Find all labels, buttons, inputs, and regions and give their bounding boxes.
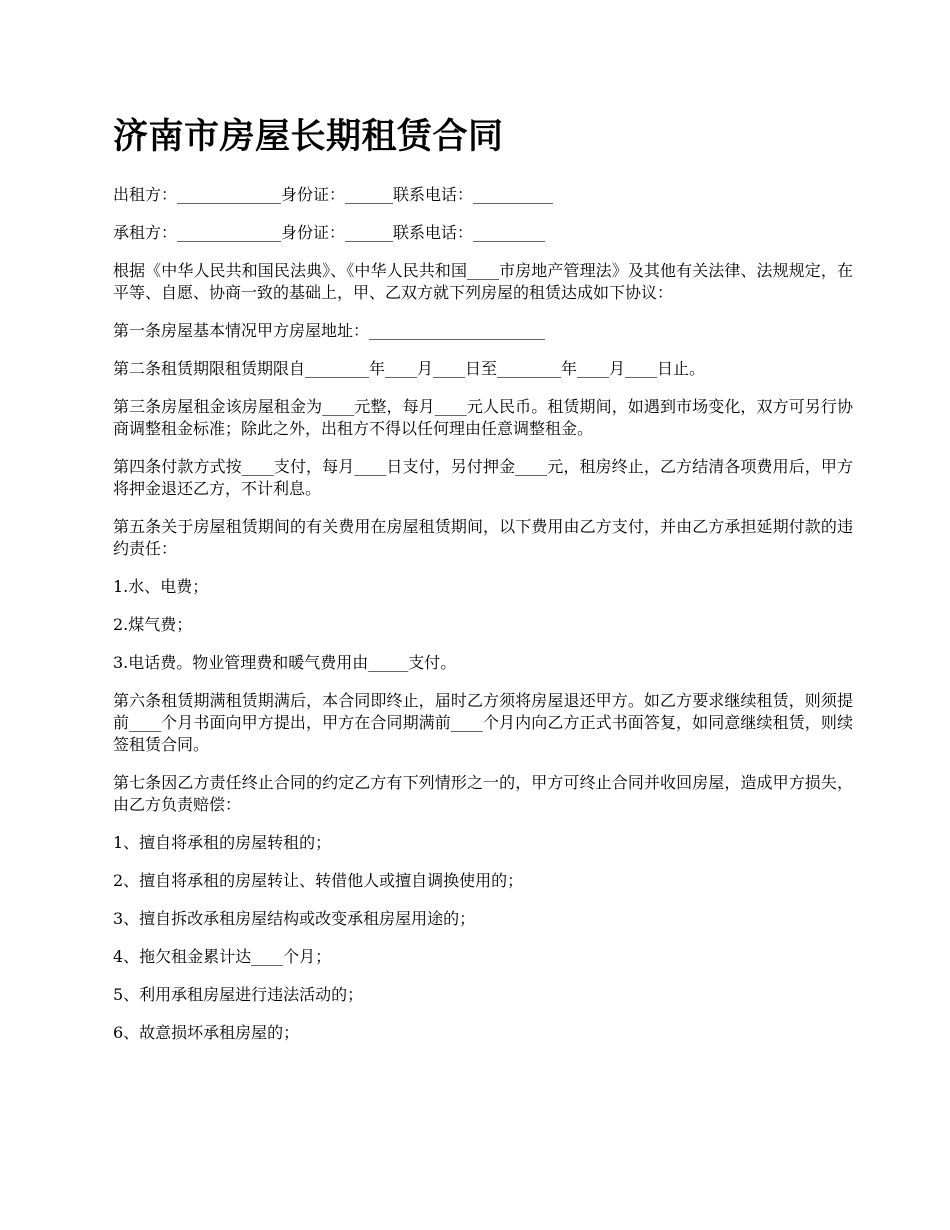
article-7-item-5: 5、利用承租房屋进行违法活动的； [113, 985, 364, 1004]
lessee-info: 承租方：_____________身份证：______联系电话：_________ [113, 223, 546, 242]
article-7-item-3: 3、擅自拆改承租房屋结构或改变承租房屋用途的； [113, 909, 476, 928]
article-7-item-4: 4、拖欠租金累计达____个月； [113, 947, 332, 966]
lessor-info: 出租方：_____________身份证：______联系电话：__________ [113, 185, 554, 204]
article-3: 第三条房屋租金该房屋租金为____元整，每月____元人民币。租赁期间，如遇到市场变化，双方可另行协商调整租金标准；除此之外，出租方不得以任何理由任意调整租金。 [113, 397, 853, 438]
article-7-item-1: 1、擅自将承租的房屋转租的； [113, 833, 332, 852]
article-5-item-3: 3.电话费。物业管理费和暖气费用由_____支付。 [113, 653, 457, 672]
article-5-item-1: 1.水、电费； [113, 577, 209, 596]
article-7-item-2: 2、擅自将承租的房屋转让、转借他人或擅自调换使用的； [113, 871, 524, 890]
article-7: 第七条因乙方责任终止合同的约定乙方有下列情形之一的，甲方可终止合同并收回房屋，造成甲方损失，由乙方负责赔偿： [113, 773, 853, 814]
article-4: 第四条付款方式按____支付，每月____日支付，另付押金____元，租房终止，乙方结清各项费用后，甲方将押金退还乙方，不计利息。 [113, 457, 853, 498]
preamble: 根据《中华人民共和国民法典》、《中华人民共和国____市房地产管理法》及其他有关法律、法规规定，在平等、自愿、协商一致的基础上，甲、乙双方就下列房屋的租赁达成如下协议： [113, 261, 853, 302]
article-7-item-6: 6、故意损坏承租房屋的； [113, 1023, 300, 1042]
article-2: 第二条租赁期限租赁期限自________年____月____日至________年____月____日止。 [113, 359, 706, 378]
article-1: 第一条房屋基本情况甲方房屋地址：______________________ [113, 321, 546, 340]
article-5: 第五条关于房屋租赁期间的有关费用在房屋租赁期间，以下费用由乙方支付，并由乙方承担延期付款的违约责任： [113, 517, 853, 558]
article-5-item-2: 2.煤气费； [113, 615, 193, 634]
document-page [113, 112, 853, 1060]
document-title: 济南市房屋长期租赁合同 [113, 116, 504, 157]
article-6: 第六条租赁期满租赁期满后，本合同即终止，届时乙方须将房屋退还甲方。如乙方要求继续租赁，则须提前____个月书面向甲方提出，甲方在合同期满前____个月内向乙方正式书面答复，如同意继续租赁，则续签租赁合同。 [113, 691, 853, 754]
